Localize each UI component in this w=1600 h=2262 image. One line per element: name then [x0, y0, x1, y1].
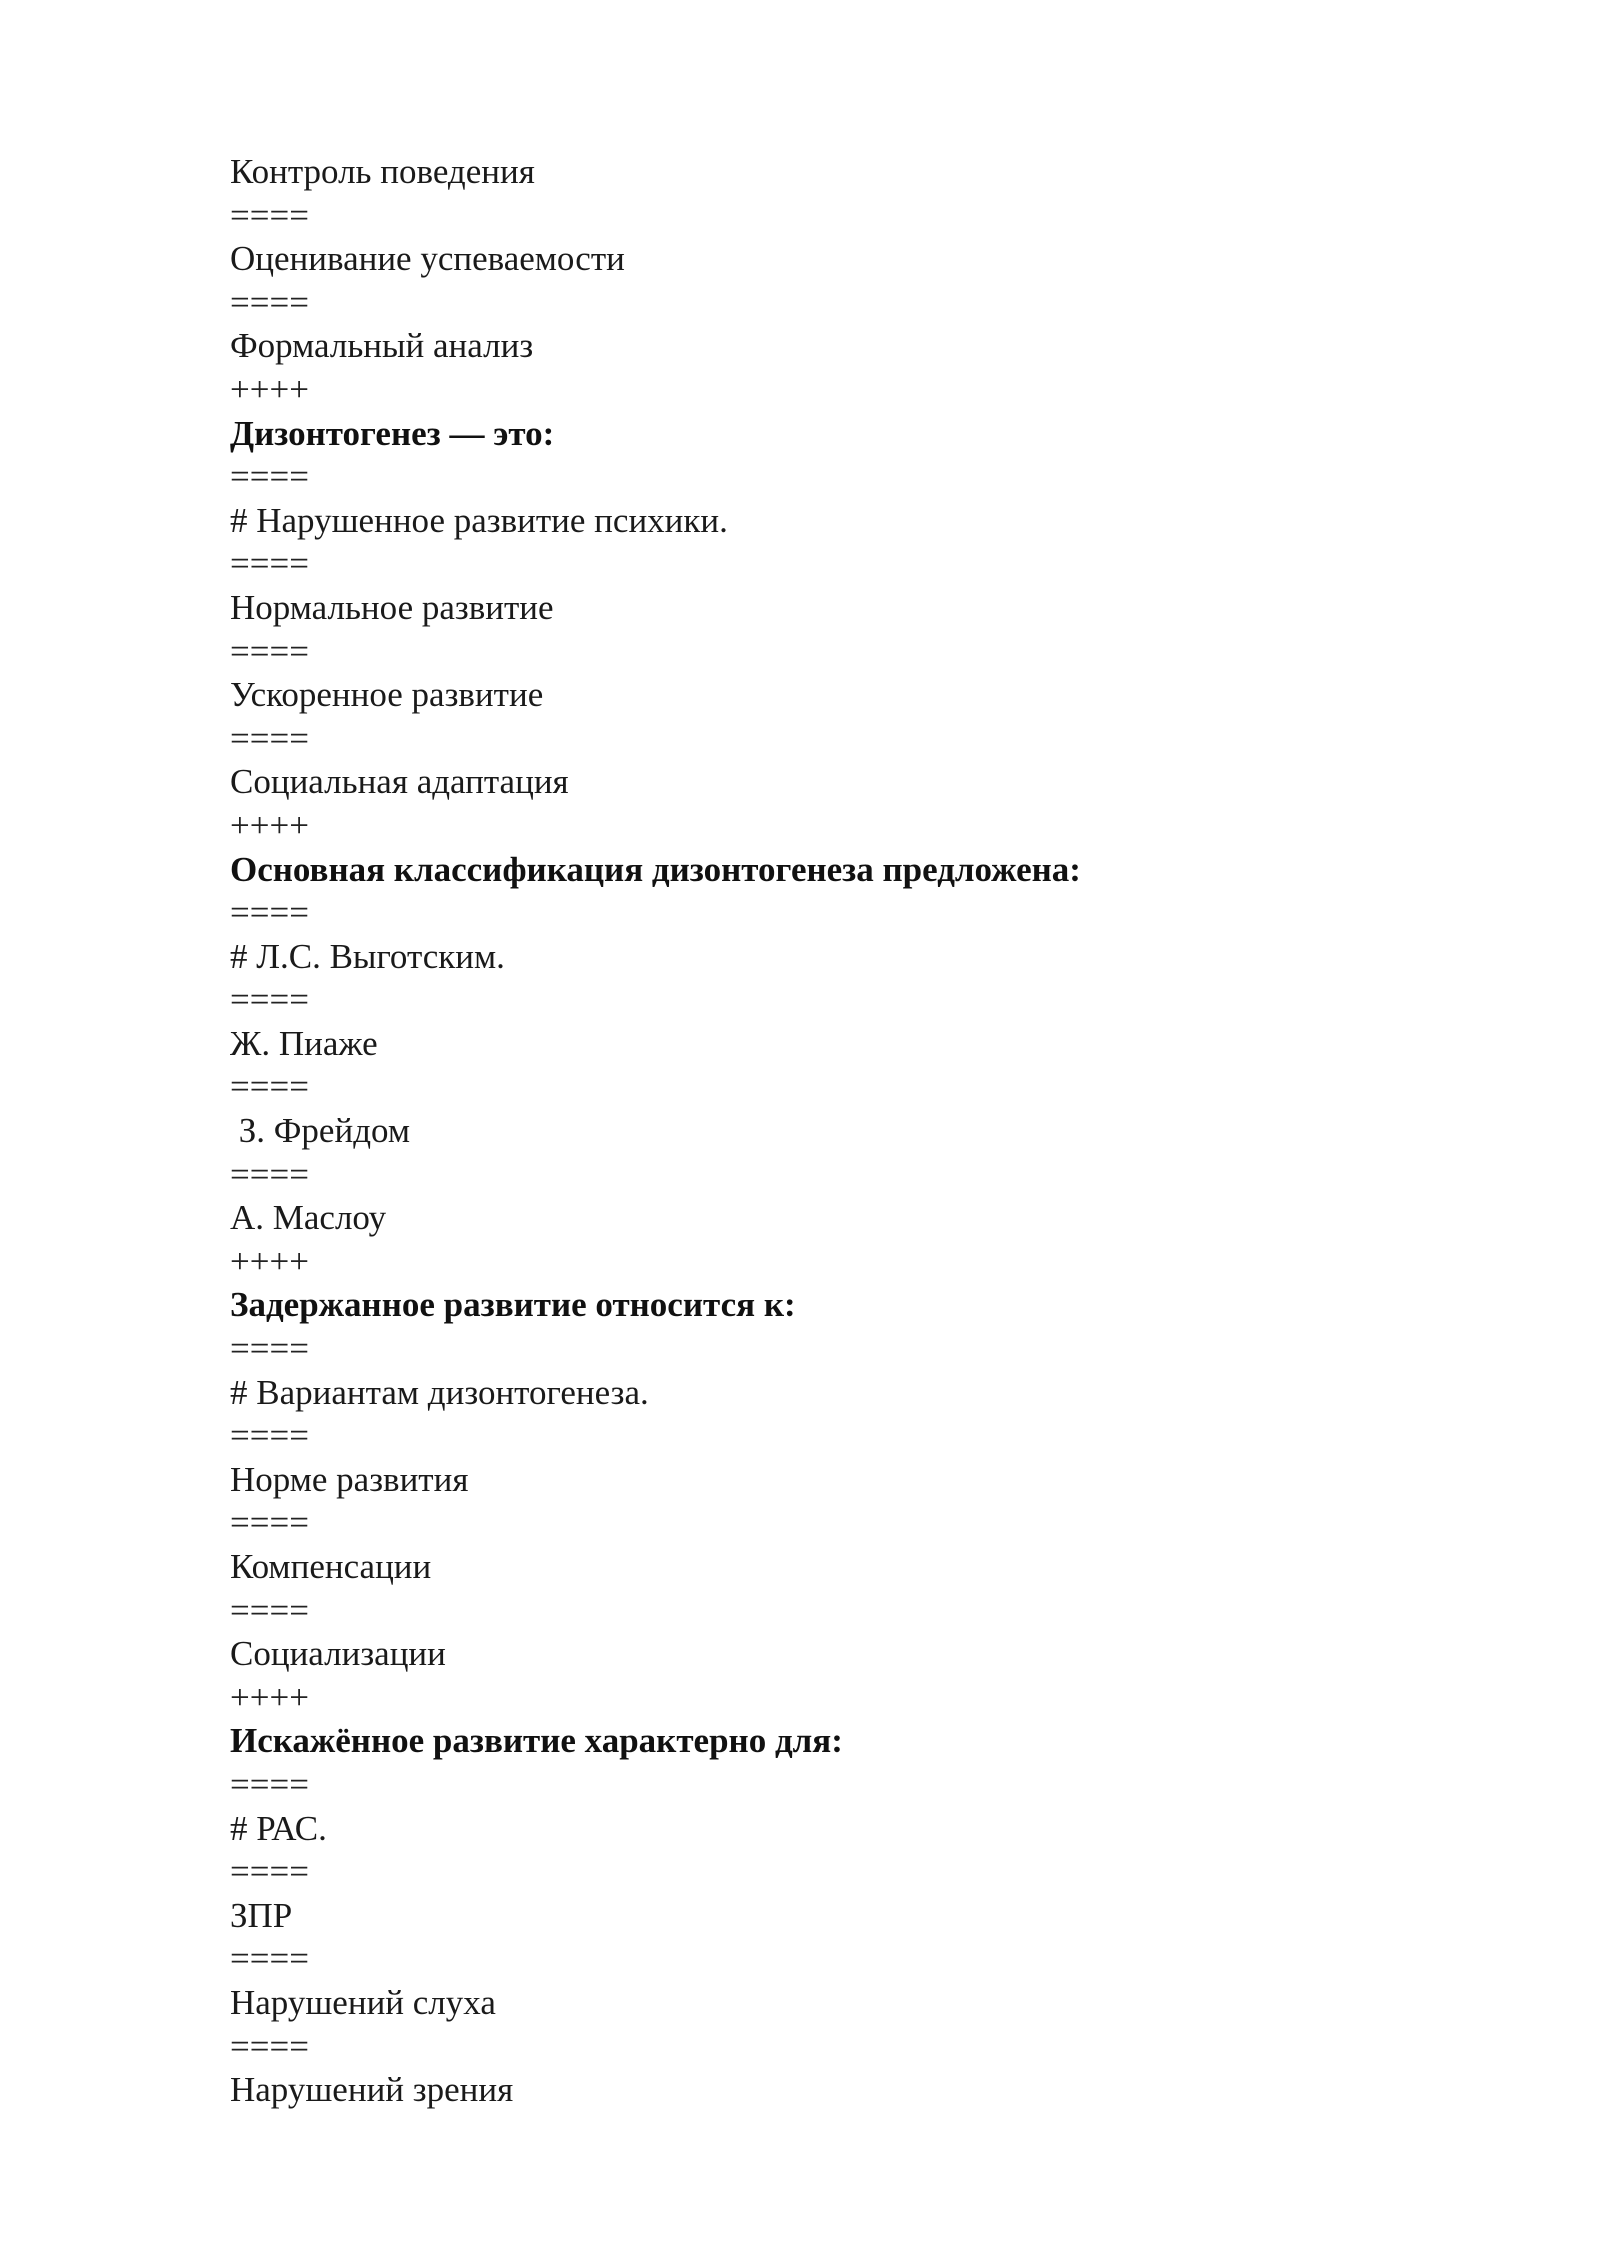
- answer-option: Компенсации: [230, 1547, 432, 1586]
- separator-line: ====: [230, 631, 309, 671]
- answer-option: ЗПР: [230, 1895, 293, 1935]
- separator-line: ++++: [230, 805, 309, 845]
- separator-line: ====: [230, 1329, 309, 1369]
- separator-line: ====: [230, 1416, 309, 1456]
- separator-line: ====: [230, 1503, 309, 1543]
- separator-line: ====: [230, 2026, 309, 2066]
- document-page: [230, 150, 1430, 2112]
- question-text: Дизонтогенез — это:: [230, 413, 555, 453]
- answer-option: Оценивание успеваемости: [230, 239, 625, 279]
- answer-option: # РАС.: [230, 1808, 327, 1848]
- answer-option: # Вариантам дизонтогенеза.: [230, 1372, 649, 1412]
- separator-line: ====: [230, 195, 309, 235]
- separator-line: ====: [230, 1067, 309, 1107]
- answer-option: Формальный анализ: [230, 326, 534, 366]
- answer-option: Норме развития: [230, 1459, 469, 1499]
- answer-option: # Л.С. Выготским.: [230, 936, 505, 976]
- question-text: Основная классификация дизонтогенеза предложена:: [230, 849, 1081, 889]
- question-text: Задержанное развитие относится к:: [230, 1285, 796, 1325]
- answer-option: З. Фрейдом: [230, 1111, 410, 1151]
- answer-option: Нарушений слуха: [230, 1982, 496, 2022]
- separator-line: ++++: [230, 1241, 309, 1281]
- separator-line: ====: [230, 1154, 309, 1194]
- separator-line: ====: [230, 718, 309, 758]
- answer-option: Ж. Пиаже: [230, 1023, 378, 1063]
- answer-option: # Нарушенное развитие психики.: [230, 500, 728, 540]
- answer-option: Социализации: [230, 1634, 446, 1674]
- separator-line: ====: [230, 457, 309, 497]
- answer-option: Нарушений зрения: [230, 2070, 514, 2110]
- separator-line: ++++: [230, 1677, 309, 1717]
- question-text: Искажённое развитие характерно для:: [230, 1721, 843, 1761]
- separator-line: ====: [230, 1939, 309, 1979]
- answer-option: Социальная адаптация: [230, 762, 569, 802]
- answer-option: Нормальное развитие: [230, 587, 554, 627]
- answer-option: А. Маслоу: [230, 1198, 387, 1238]
- separator-line: ====: [230, 1590, 309, 1630]
- separator-line: ++++: [230, 369, 309, 409]
- separator-line: ====: [230, 544, 309, 584]
- separator-line: ====: [230, 980, 309, 1020]
- separator-line: ====: [230, 1852, 309, 1892]
- separator-line: ====: [230, 893, 309, 933]
- separator-line: ====: [230, 1764, 309, 1804]
- separator-line: ====: [230, 282, 309, 322]
- answer-option: Ускоренное развитие: [230, 675, 544, 715]
- answer-option: Контроль поведения: [230, 152, 535, 191]
